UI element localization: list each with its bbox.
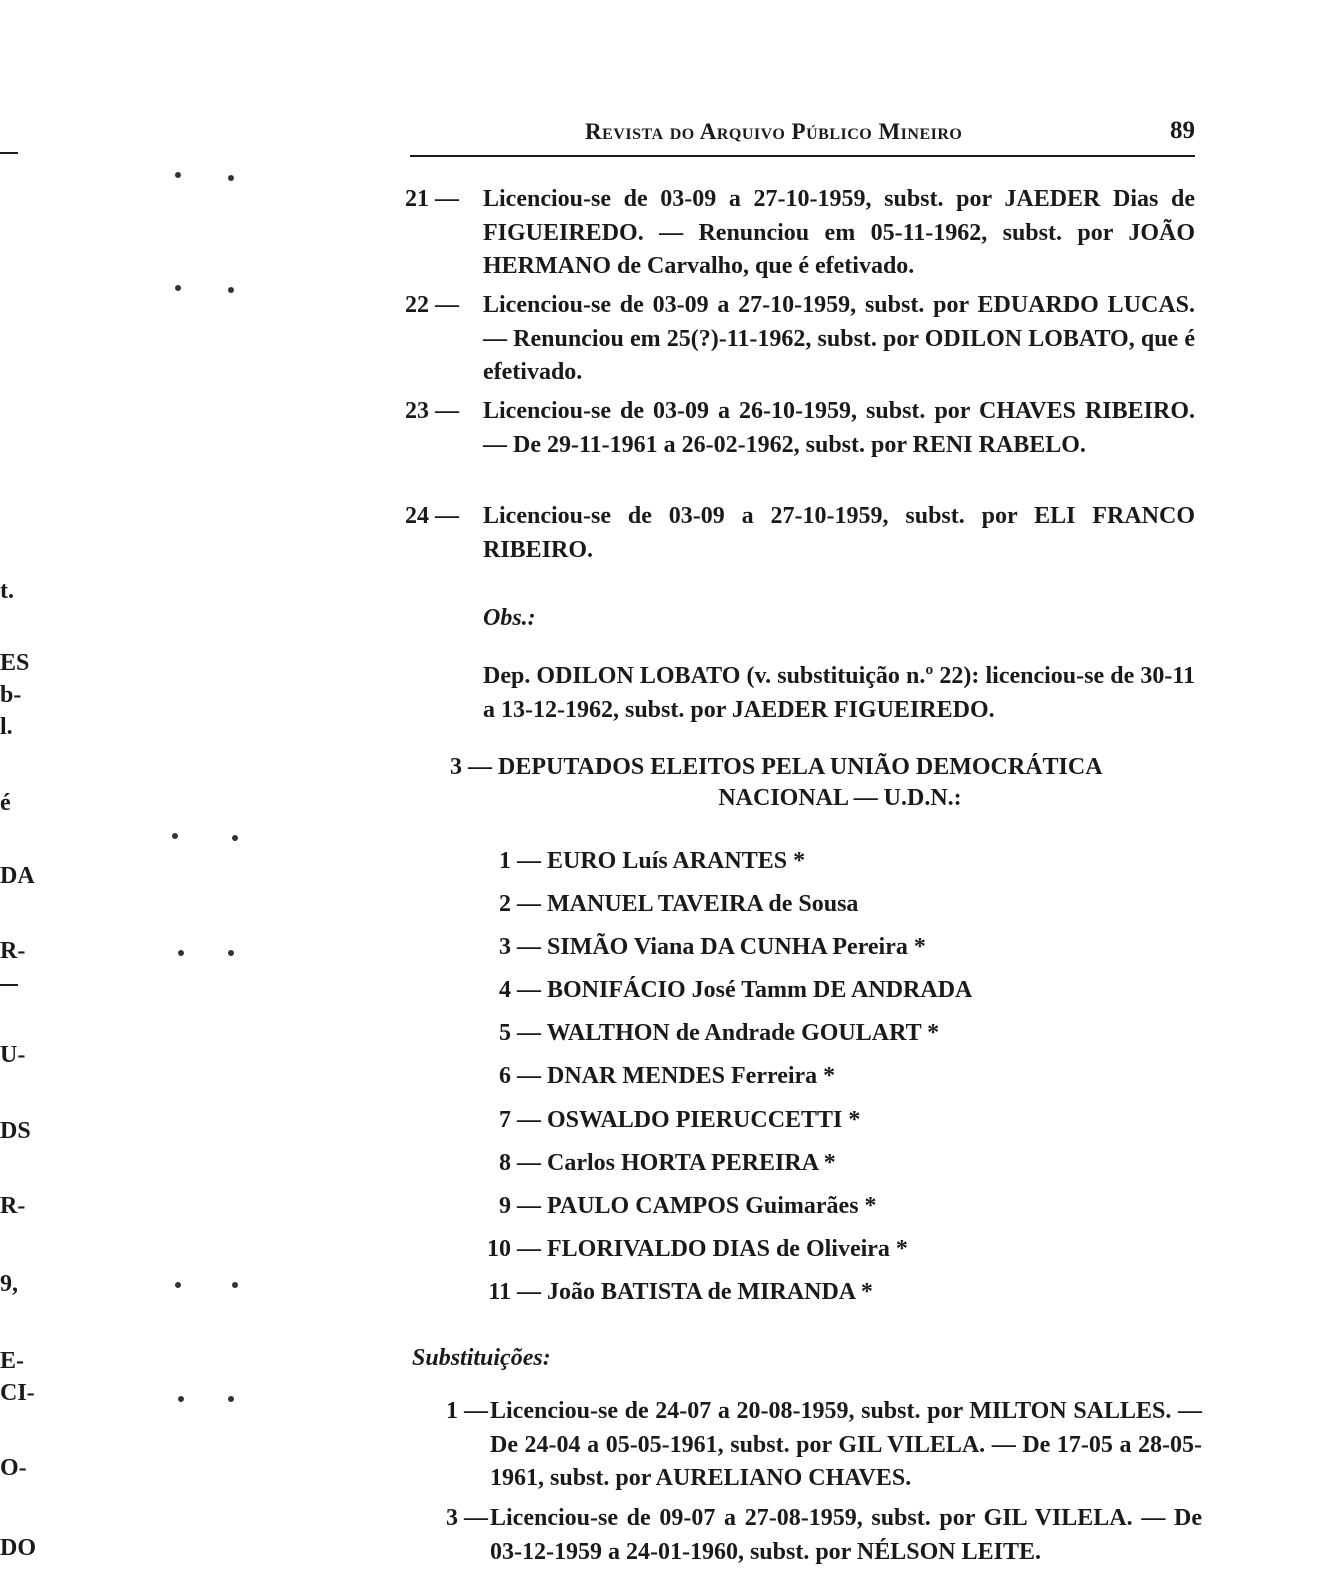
scan-speck [172, 833, 178, 839]
entry-text: Licenciou-se de 24-07 a 20-08-1959, subst. por MILTON SALLES. — De 24-04 a 05-05-1961, subst. por GIL VILELA. — De 17-05 a 28-05-1961, subst. por AURELIANO CHAVES. [490, 1398, 1202, 1491]
entry-number: 21 — [405, 186, 459, 212]
obs-text: Dep. ODILON LOBATO (v. substituição n.º 22): licenciou-se de 30-11 a 13-12-1962, subst. por JAEDER FIGUEIREDO. [483, 663, 1195, 723]
margin-fragment: R- [0, 1193, 26, 1219]
margin-fragment: CI- [0, 1380, 35, 1406]
page-number: 89 [1170, 117, 1195, 144]
section-heading [450, 752, 1190, 814]
deputy-name: EURO Luís ARANTES * [547, 848, 806, 874]
entry-number: 23 — [405, 398, 459, 424]
margin-fragment: DO [0, 1535, 36, 1561]
item-number: 7 [499, 1106, 511, 1133]
scan-speck [232, 1282, 238, 1288]
deputy-name: João BATISTA de MIRANDA * [547, 1278, 873, 1305]
entry-text: Licenciou-se de 03-09 a 27-10-1959, subst. por EDUARDO LUCAS. — Renunciou em 25(?)-11-1962, subst. por ODILON LOBATO, que é efetivado. [483, 292, 1195, 385]
scan-speck [175, 1282, 181, 1288]
entry-number: 3 — [446, 1505, 488, 1531]
margin-fragment: DS [0, 1118, 31, 1144]
scan-speck [175, 172, 181, 178]
item-number: 8 [499, 1149, 511, 1176]
journal-title: Revista do Arquivo Público Mineiro [585, 119, 963, 144]
list-item: 8 — Carlos HORTA PEREIRA * [483, 1145, 972, 1188]
list-item: 2 — MANUEL TAVEIRA de Sousa [483, 886, 972, 929]
substitution-1 [412, 1395, 1202, 1496]
list-item: 7 — OSWALDO PIERUCCETTI * [483, 1102, 972, 1145]
list-item: 11 — João BATISTA de MIRANDA * [483, 1274, 972, 1317]
margin-fragment: l. [0, 714, 13, 740]
item-number: 5 [499, 1020, 511, 1047]
list-item: 10 — FLORIVALDO DIAS de Oliveira * [483, 1231, 972, 1274]
item-number: 6 [499, 1063, 511, 1090]
list-item: 6 — DNAR MENDES Ferreira * [483, 1058, 972, 1101]
list-item: 3 — SIMÃO Viana DA CUNHA Pereira * [483, 929, 972, 972]
scan-speck [175, 285, 181, 291]
scan-speck [228, 1396, 234, 1402]
margin-fragment: é [0, 790, 11, 816]
scan-speck [178, 950, 184, 956]
deputy-name: FLORIVALDO DIAS de Oliveira * [547, 1235, 908, 1262]
margin-fragment: ES [0, 650, 30, 676]
entry-number: 22 — [405, 292, 459, 318]
deputy-name: WALTHON de Andrade GOULART * [546, 1020, 940, 1047]
deputy-name: MANUEL TAVEIRA de Sousa [547, 891, 859, 918]
scan-speck [232, 835, 238, 841]
item-number: 11 [488, 1278, 511, 1305]
item-number: 2 [499, 891, 511, 918]
item-number: 4 [499, 977, 511, 1004]
item-number: 10 [487, 1235, 511, 1262]
scan-speck [228, 175, 234, 181]
entry-21 [405, 183, 1195, 284]
deputy-name: Carlos HORTA PEREIRA * [547, 1149, 836, 1176]
entry-text: Licenciou-se de 03-09 a 27-10-1959, subst. por ELI FRANCO RIBEIRO. [483, 503, 1195, 563]
item-number: 9 [499, 1192, 511, 1219]
entry-22 [405, 289, 1195, 390]
entry-number: 1 — [446, 1398, 488, 1424]
margin-fragment: O- [0, 1455, 27, 1481]
margin-fragment: 9, [0, 1271, 18, 1297]
section-heading-line1: 3 — DEPUTADOS ELEITOS PELA UNIÃO DEMOCRÁTICA [450, 754, 1103, 780]
margin-fragment: b- [0, 682, 22, 708]
deputy-name: DNAR MENDES Ferreira * [547, 1063, 836, 1090]
deputy-name: BONIFÁCIO José Tamm DE ANDRADA [547, 977, 973, 1004]
entry-number: 24 — [405, 503, 459, 529]
entry-23 [405, 395, 1195, 462]
margin-fragment: U- [0, 1042, 26, 1068]
margin-fragment: R- [0, 938, 26, 964]
entry-text: Licenciou-se de 09-07 a 27-08-1959, subst. por GIL VILELA. — De 03-12-1959 a 24-01-1960, subst. por NÉLSON LEITE. [490, 1505, 1202, 1565]
obs-label: Obs.: [483, 605, 536, 631]
deputy-name: OSWALDO PIERUCCETTI * [547, 1106, 861, 1133]
margin-rule [0, 152, 18, 154]
substitution-3 [412, 1502, 1202, 1569]
deputy-name: SIMÃO Viana DA CUNHA Pereira * [547, 934, 926, 961]
deputy-name: PAULO CAMPOS Guimarães * [547, 1192, 877, 1219]
entry-24 [405, 500, 1195, 567]
list-item: 1 — EURO Luís ARANTES * [483, 843, 972, 886]
list-item: 9 — PAULO CAMPOS Guimarães * [483, 1188, 972, 1231]
item-number: 1 [499, 848, 511, 874]
list-item: 5 — WALTHON de Andrade GOULART * [483, 1015, 972, 1058]
margin-fragment: E- [0, 1348, 24, 1374]
item-number: 3 [499, 934, 511, 961]
entry-text: Licenciou-se de 03-09 a 26-10-1959, subst. por CHAVES RIBEIRO. — De 29-11-1961 a 26-02-1962, subst. por RENI RABELO. [483, 398, 1195, 458]
scan-speck [228, 950, 234, 956]
list-item: 4 — BONIFÁCIO José Tamm DE ANDRADA [483, 972, 972, 1015]
scan-speck [228, 287, 234, 293]
margin-fragment: DA [0, 863, 35, 889]
margin-fragment: t. [0, 578, 14, 604]
section-heading-line2: NACIONAL — U.D.N.: [718, 785, 962, 811]
deputies-list [483, 843, 972, 1317]
margin-rule [0, 984, 18, 986]
substitutions-label: Substituições: [412, 1345, 551, 1371]
running-header [410, 115, 1195, 157]
scan-speck [178, 1396, 184, 1402]
entry-text: Licenciou-se de 03-09 a 27-10-1959, subst. por JAEDER Dias de FIGUEIREDO. — Renunciou em 05-11-1962, subst. por JOÃO HERMANO de Carvalho, que é efetivado. [483, 186, 1195, 279]
